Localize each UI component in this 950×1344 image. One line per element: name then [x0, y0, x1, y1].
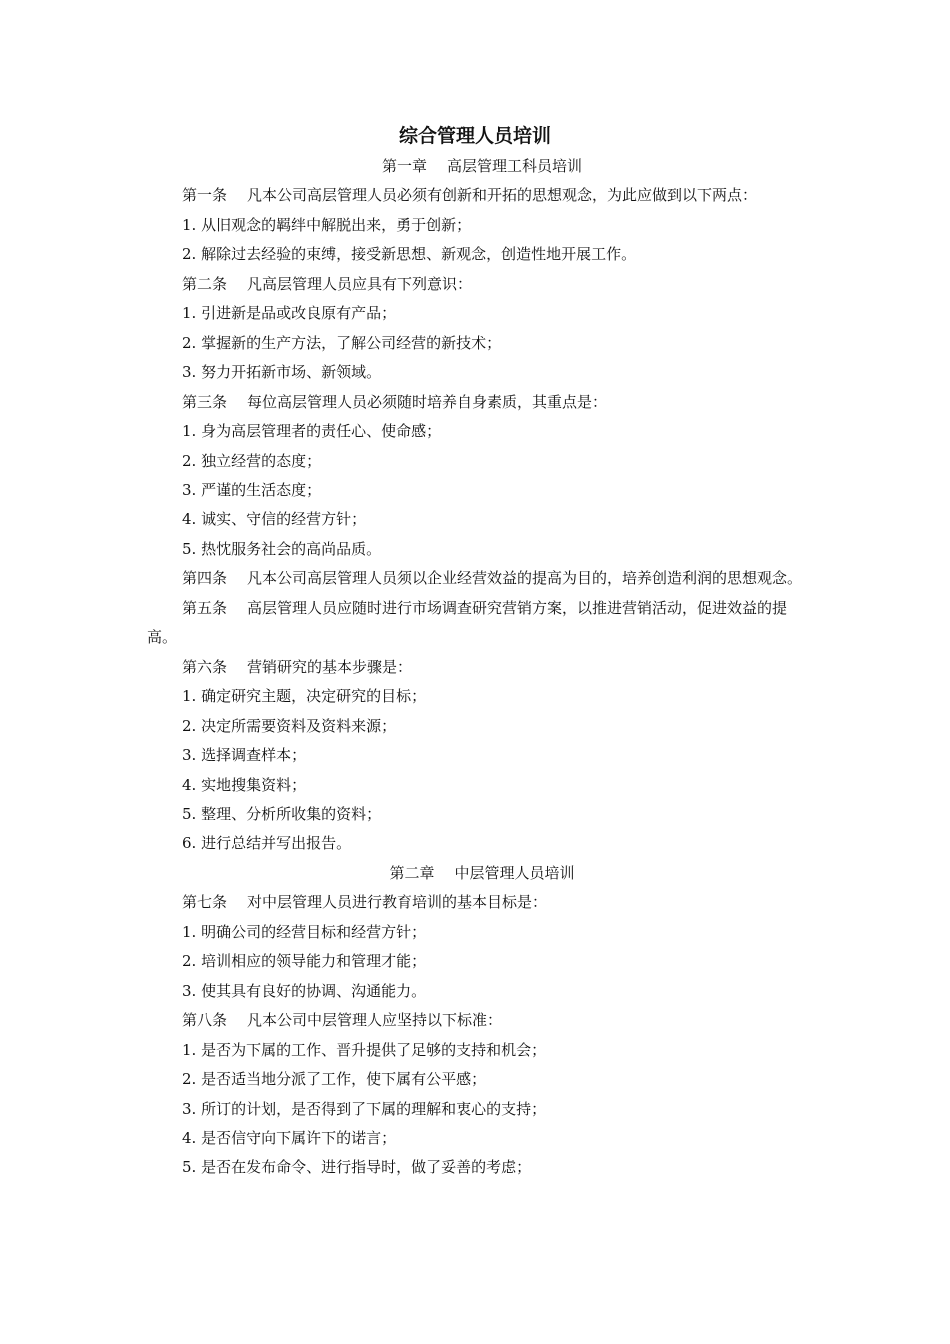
list-item: 2. 决定所需要资料及资料来源；: [182, 716, 397, 735]
list-item: 3. 严谨的生活态度；: [182, 480, 322, 499]
list-item: 2. 是否适当地分派了工作，使下属有公平感；: [182, 1070, 487, 1089]
list-item: 1. 明确公司的经营目标和经营方针；: [182, 922, 427, 941]
article-2: 第二条 凡高层管理人员应具有下列意识：: [182, 274, 473, 293]
list-item: 2. 解除过去经验的束缚，接受新思想、新观念，创造性地开展工作。: [182, 245, 637, 264]
list-item: 2. 独立经营的态度；: [182, 451, 322, 470]
list-item: 3. 努力开拓新市场、新领域。: [182, 363, 382, 382]
list-item: 1. 确定研究主题，决定研究的目标；: [182, 687, 427, 706]
chapter-2-heading: 第二章 中层管理人员培训: [389, 863, 575, 882]
article-8: 第八条 凡本公司中层管理人应坚持以下标准：: [182, 1011, 503, 1030]
list-item: 5. 是否在发布命令、进行指导时，做了妥善的考虑；: [182, 1158, 532, 1177]
list-item: 4. 是否信守向下属许下的诺言；: [182, 1128, 397, 1147]
list-item: 4. 实地搜集资料；: [182, 775, 307, 794]
list-item: 1. 是否为下属的工作、晋升提供了足够的支持和机会；: [182, 1040, 547, 1059]
list-item: 5. 热忱服务社会的高尚品质。: [182, 539, 382, 558]
list-item: 1. 从旧观念的羁绊中解脱出来，勇于创新；: [182, 215, 472, 234]
article-1: 第一条 凡本公司高层管理人员必须有创新和开拓的思想观念，为此应做到以下两点：: [182, 186, 758, 205]
article-4: 第四条 凡本公司高层管理人员须以企业经营效益的提高为目的，培养创造利润的思想观念。: [182, 569, 803, 588]
list-item: 1. 引进新是品或改良原有产品；: [182, 304, 397, 323]
article-6: 第六条 营销研究的基本步骤是：: [182, 657, 413, 676]
list-item: 2. 培训相应的领导能力和管理才能；: [182, 952, 427, 971]
list-item: 2. 掌握新的生产方法，了解公司经营的新技术；: [182, 333, 502, 352]
chapter-1-heading: 第一章 高层管理工科员培训: [381, 157, 583, 175]
article-3: 第三条 每位高层管理人员必须随时培养自身素质，其重点是：: [182, 392, 608, 411]
list-item: 5. 整理、分析所收集的资料；: [182, 804, 382, 823]
document-title: 综合管理人员培训: [398, 125, 551, 147]
article-5: 第五条 高层管理人员应随时进行市场调查研究营销方案，以推进营销活动，促进效益的提高。: [147, 598, 788, 647]
list-item: 1. 身为高层管理者的责任心、使命感；: [182, 422, 442, 441]
article-7: 第七条 对中层管理人员进行教育培训的基本目标是：: [182, 893, 548, 912]
list-item: 3. 选择调查样本；: [182, 746, 307, 765]
document-body: [147, 152, 817, 1183]
list-item: 6. 进行总结并写出报告。: [182, 834, 352, 853]
list-item: 3. 使其具有良好的协调、沟通能力。: [182, 981, 427, 1000]
list-item: 3. 所订的计划，是否得到了下属的理解和衷心的支持；: [182, 1099, 547, 1118]
list-item: 4. 诚实、守信的经营方针；: [182, 510, 367, 529]
